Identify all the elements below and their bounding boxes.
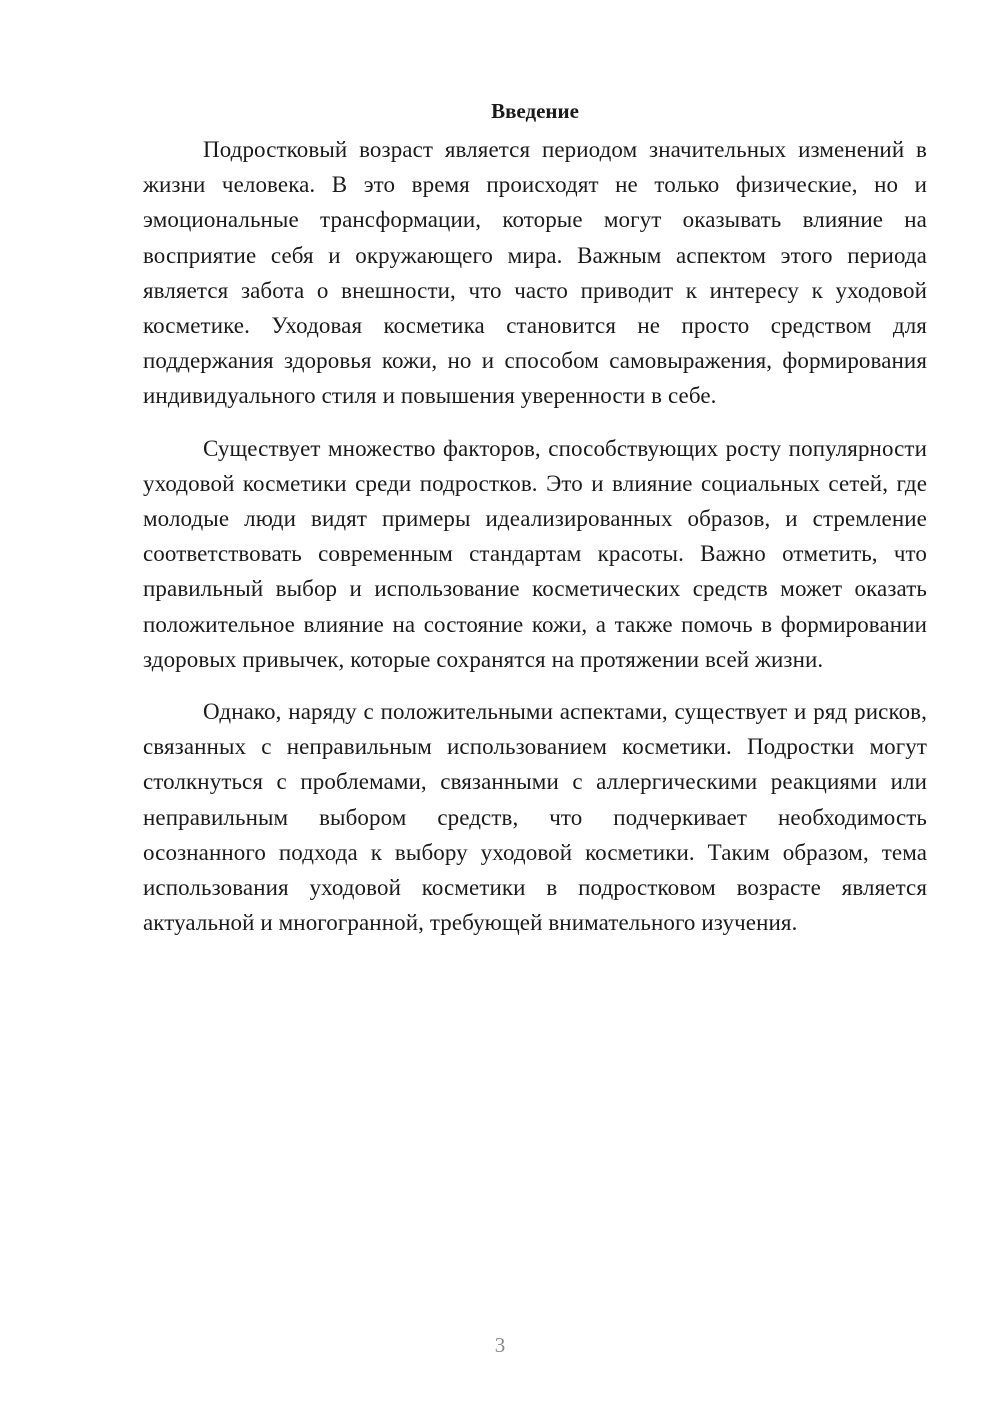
paragraph-1: Подростковый возраст является периодом значительных изменений в жизни человека. В это время происходят не только физические, но и эмоциональные трансформации, которые могут оказывать влияние на восприятие себя и окружающего мира. Важным аспектом этого периода является забота о внешности, что часто приводит к интересу к уходовой косметике. Уходовая косметика становится не просто средством для поддержания здоровья кожи, но и способом самовыражения, формирования индивидуального стиля и повышения уверенности в себе. xyxy=(143,137,927,409)
page-content xyxy=(143,96,927,957)
section-title: Введение xyxy=(491,99,579,123)
paragraph-2: Существует множество факторов, способствующих росту популярности уходовой косметики среди подростков. Это и влияние социальных сетей, где молодые люди видят примеры идеализированных образов, и стремление соответствовать современным стандартам красоты. Важно отметить, что правильный выбор и использование косметических средств может оказать положительное влияние на состояние кожи, а также помочь в формировании здоровых привычек, которые сохранятся на протяжении всей жизни. xyxy=(143,435,927,672)
page-number: 3 xyxy=(494,1333,506,1357)
paragraph-3: Однако, наряду с положительными аспектами, существует и ряд рисков, связанных с неправильным использованием косметики. Подростки могут столкнуться с проблемами, связанными с аллергическими реакциями или неправильным выбором средств, что подчеркивает необходимость осознанного подхода к выбору уходовой косметики. Таким образом, тема использования уходовой косметики в подростковом возрасте является актуальной и многогранной, требующей внимательного изучения. xyxy=(143,699,927,936)
